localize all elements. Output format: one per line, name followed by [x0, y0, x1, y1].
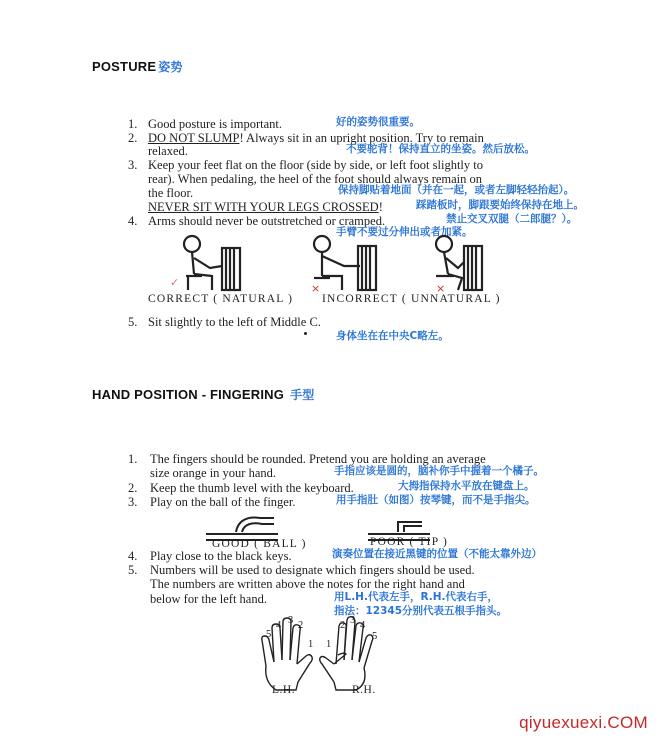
posture-item-2-number: 2.	[128, 131, 138, 145]
hand-item-2-number: 2.	[128, 481, 138, 495]
posture-item-5-text: Sit slightly to the left of Middle C.	[148, 315, 321, 329]
posture-item-5-zh: 身体坐在在中央C略左。	[336, 330, 449, 342]
posture-item-2-rest: ! Always sit in an upright position. Try to remain	[239, 131, 484, 145]
lh-digit-4: 4	[276, 620, 282, 631]
check-mark-icon: ✓	[170, 276, 180, 289]
cross-mark-icon-2: ×	[436, 282, 446, 295]
posture-item-3-zh-1: 保持脚贴着地面（并在一起，或者左脚轻轻抬起）。	[338, 184, 575, 196]
dot-mark	[304, 332, 307, 335]
posture-item-3-emphasis-line	[148, 200, 383, 214]
posture-heading	[92, 58, 183, 75]
lh-digit-5: 5	[266, 629, 272, 640]
caption-correct: CORRECT ( NATURAL )	[148, 293, 294, 305]
rh-digit-4: 4	[360, 620, 366, 631]
hand-item-5-zh-1: 用L.H.代表左手，R.H.代表右手，	[334, 591, 499, 603]
posture-heading-text: POSTURE	[92, 59, 157, 74]
caption-incorrect: INCORRECT ( UNNATURAL )	[322, 293, 501, 305]
hand-item-1-zh: 手指应该是圆的，脑补你手中握着一个橘子。	[334, 465, 544, 477]
left-hand-label: L.H.	[272, 684, 296, 696]
lh-digit-3: 3	[288, 615, 294, 626]
hand-item-4-zh: 演奏位置在接近黑键的位置（不能太靠外边）	[332, 548, 542, 560]
lh-digit-2: 2	[298, 620, 304, 631]
posture-item-2-line2: relaxed.	[148, 144, 188, 158]
hand-item-5-line2: The numbers are written above the notes for the right hand and	[150, 577, 465, 591]
lh-digit-1: 1	[308, 639, 314, 650]
posture-item-4-zh: 手臂不要过分伸出或者加紧。	[336, 226, 473, 238]
hand-item-1-line2: size orange in your hand.	[150, 466, 277, 480]
posture-item-1-zh: 好的姿势很重要。	[336, 116, 420, 128]
hand-position-heading	[92, 386, 314, 403]
posture-item-1-number: 1.	[128, 117, 138, 131]
rh-digit-3: 3	[350, 615, 356, 626]
hand-heading-zh: 手型	[290, 388, 315, 402]
posture-item-3-number: 3.	[128, 158, 138, 172]
hand-item-5-zh-2: 指法：12345分别代表五根手指头。	[334, 605, 508, 617]
hand-item-1-number: 1.	[128, 452, 138, 466]
posture-item-3-emphasis: NEVER SIT WITH YOUR LEGS CROSSED	[148, 200, 379, 214]
rh-digit-2: 2	[340, 620, 346, 631]
posture-item-2-zh: 不要驼背！保持直立的坐姿。然后放松。	[346, 143, 535, 155]
hand-item-2-text: Keep the thumb level with the keyboard.	[150, 481, 354, 495]
hand-item-2-zh: 大拇指保持水平放在键盘上。	[398, 480, 535, 492]
posture-item-3-line2: rear). When pedaling, the heel of the foot should always remain on	[148, 172, 483, 186]
hand-item-4-number: 4.	[128, 549, 138, 563]
hand-item-3-zh: 用手指肚（如图）按琴键，而不是手指尖。	[336, 494, 536, 506]
posture-item-5-number: 5.	[128, 315, 138, 329]
hand-item-4-text: Play close to the black keys.	[150, 549, 292, 563]
posture-item-1-text: Good posture is important.	[148, 117, 283, 131]
cross-mark-icon-1: ×	[311, 282, 321, 295]
hand-item-3-number: 3.	[128, 495, 138, 509]
right-hand-label: R.H.	[352, 684, 376, 696]
hand-item-3-text: Play on the ball of the finger.	[150, 495, 296, 509]
posture-item-4-number: 4.	[128, 214, 138, 228]
rh-digit-5: 5	[372, 631, 378, 642]
caption-poor: POOR ( TIP )	[370, 536, 448, 548]
posture-item-3-emphasis-tail: !	[378, 200, 383, 214]
posture-item-3-zh-2: 踩踏板时，脚跟要始终保持在地上。	[416, 199, 584, 211]
posture-item-3-line1: Keep your feet flat on the floor (side by side, or left foot slightly to	[148, 158, 483, 172]
posture-item-3-line3: the floor.	[148, 186, 194, 200]
posture-item-2-emphasis: DO NOT SLUMP	[148, 131, 240, 145]
posture-item-4-text: Arms should never be outstretched or cramped.	[148, 214, 386, 228]
posture-item-3-zh-3: 禁止交叉双腿（二郎腿？）。	[446, 213, 578, 225]
hand-item-5-line1: Numbers will be used to designate which fingers should be used.	[150, 563, 475, 577]
site-watermark: qiyuexuexi.COM	[519, 713, 648, 732]
posture-heading-zh: 姿势	[158, 60, 183, 74]
hand-heading-text: HAND POSITION - FINGERING	[92, 387, 285, 402]
caption-good: GOOD ( BALL )	[212, 538, 307, 550]
rh-digit-1: 1	[326, 639, 332, 650]
hand-item-5-number: 5.	[128, 563, 138, 577]
hand-item-1-line1: The fingers should be rounded. Pretend you are holding an average	[150, 452, 486, 466]
hand-item-5-line3: below for the left hand.	[150, 592, 267, 606]
